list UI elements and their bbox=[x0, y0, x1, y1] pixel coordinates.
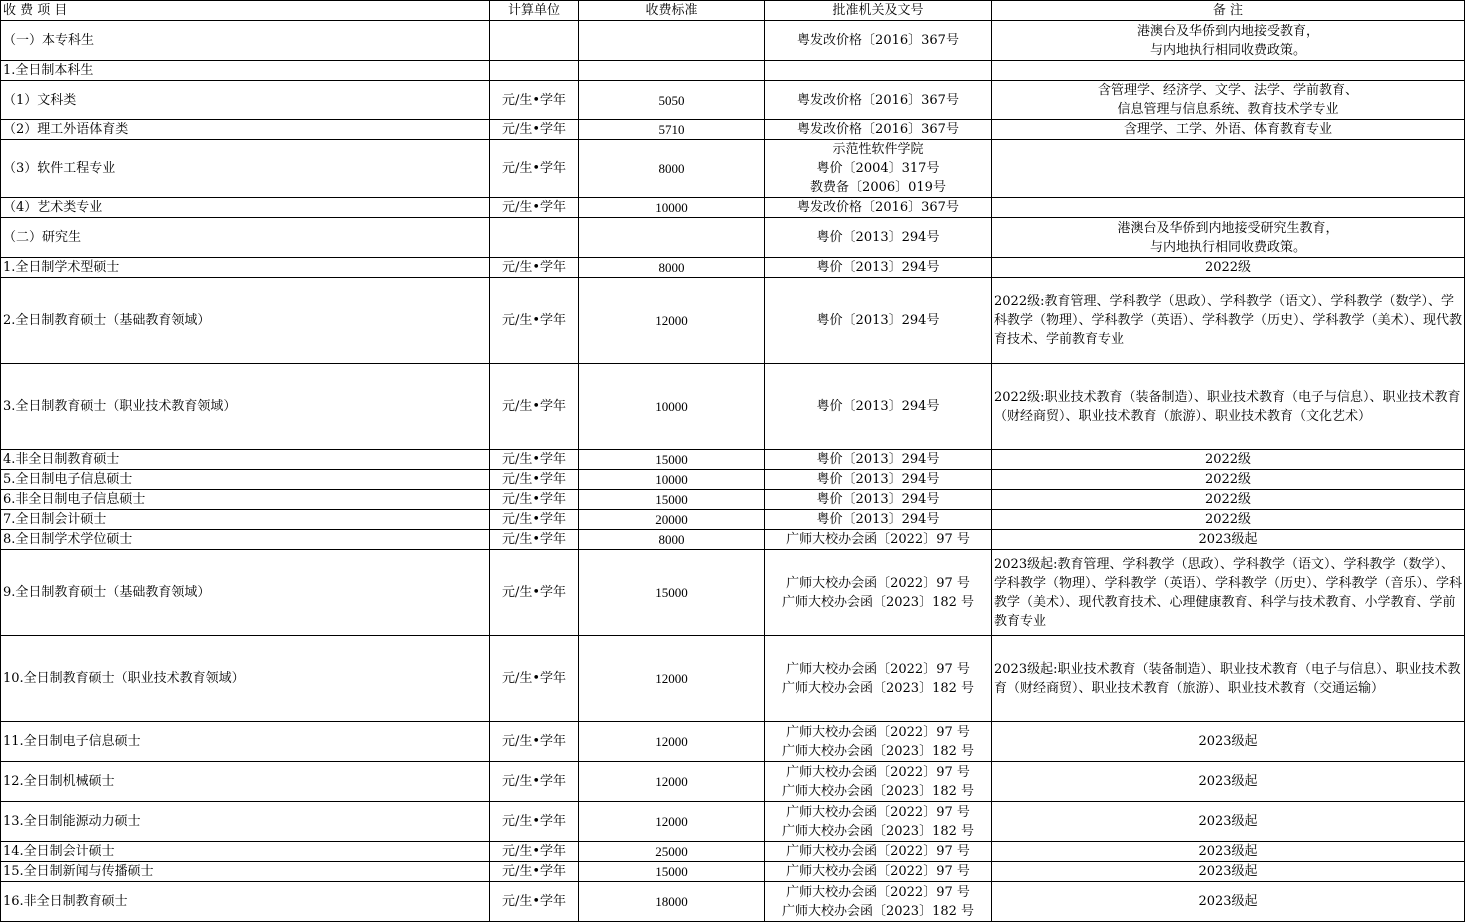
unit-cell: 元/生•学年 bbox=[490, 550, 579, 636]
approval-cell: 示范性软件学院 粤价〔2004〕317号 教费备〔2006〕019号 bbox=[765, 140, 992, 198]
fee-cell: 12000 bbox=[579, 762, 765, 802]
item-cell: （二）研究生 bbox=[1, 218, 490, 258]
col-header-item: 收 费 项 目 bbox=[1, 1, 490, 21]
note-cell: 含理学、工学、外语、体育教育专业 bbox=[992, 120, 1465, 140]
approval-cell: 粤发改价格〔2016〕367号 bbox=[765, 198, 992, 218]
item-cell: （2）理工外语体育类 bbox=[1, 120, 490, 140]
item-cell: 15.全日制新闻与传播硕士 bbox=[1, 862, 490, 882]
table-row bbox=[1, 722, 1465, 762]
unit-cell: 元/生•学年 bbox=[490, 762, 579, 802]
item-cell: 4.非全日制教育硕士 bbox=[1, 450, 490, 470]
fee-cell: 15000 bbox=[579, 490, 765, 510]
table-row bbox=[1, 550, 1465, 636]
approval-cell: 广师大校办会函〔2022〕97 号 广师大校办会函〔2023〕182 号 bbox=[765, 762, 992, 802]
fee-cell: 15000 bbox=[579, 550, 765, 636]
unit-cell bbox=[490, 21, 579, 61]
note-cell: 港澳台及华侨到内地接受研究生教育， 与内地执行相同收费政策。 bbox=[992, 218, 1465, 258]
approval-cell: 粤价〔2013〕294号 bbox=[765, 470, 992, 490]
unit-cell: 元/生•学年 bbox=[490, 510, 579, 530]
fee-cell: 12000 bbox=[579, 722, 765, 762]
item-cell: 13.全日制能源动力硕士 bbox=[1, 802, 490, 842]
table-row bbox=[1, 842, 1465, 862]
item-cell: 11.全日制电子信息硕士 bbox=[1, 722, 490, 762]
fee-cell: 15000 bbox=[579, 862, 765, 882]
note-cell: 2022级 bbox=[992, 510, 1465, 530]
unit-cell: 元/生•学年 bbox=[490, 450, 579, 470]
unit-cell: 元/生•学年 bbox=[490, 636, 579, 722]
table-row bbox=[1, 258, 1465, 278]
note-cell: 2023级起 bbox=[992, 802, 1465, 842]
note-cell: 2023级起:教育管理、学科教学（思政）、学科教学（语文）、学科教学（数学）、学科教学（物理）、学科教学（英语）、学科教学（历史）、学科教学（音乐）、学科教学（美术）、现代教育技术、心理健康教育、科学与技术教育、小学教育、学前教育专业 bbox=[992, 550, 1465, 636]
table-row bbox=[1, 450, 1465, 470]
item-cell: 12.全日制机械硕士 bbox=[1, 762, 490, 802]
approval-cell: 粤价〔2013〕294号 bbox=[765, 450, 992, 470]
unit-cell: 元/生•学年 bbox=[490, 802, 579, 842]
note-cell bbox=[992, 140, 1465, 198]
item-cell: 8.全日制学术学位硕士 bbox=[1, 530, 490, 550]
item-cell: 1.全日制学术型硕士 bbox=[1, 258, 490, 278]
fee-cell: 8000 bbox=[579, 530, 765, 550]
approval-cell: 粤发改价格〔2016〕367号 bbox=[765, 21, 992, 61]
unit-cell: 元/生•学年 bbox=[490, 470, 579, 490]
fee-cell: 15000 bbox=[579, 450, 765, 470]
note-cell: 2023级起 bbox=[992, 842, 1465, 862]
header-row bbox=[1, 1, 1465, 21]
table-row bbox=[1, 364, 1465, 450]
fee-cell: 12000 bbox=[579, 636, 765, 722]
item-cell: 14.全日制会计硕士 bbox=[1, 842, 490, 862]
approval-cell: 广师大校办会函〔2022〕97 号 bbox=[765, 842, 992, 862]
fee-cell bbox=[579, 21, 765, 61]
col-header-note: 备 注 bbox=[992, 1, 1465, 21]
fee-cell: 5050 bbox=[579, 81, 765, 120]
approval-cell: 粤价〔2013〕294号 bbox=[765, 278, 992, 364]
item-cell: 16.非全日制教育硕士 bbox=[1, 882, 490, 922]
unit-cell: 元/生•学年 bbox=[490, 530, 579, 550]
table-row bbox=[1, 198, 1465, 218]
fee-cell: 5710 bbox=[579, 120, 765, 140]
table-row bbox=[1, 802, 1465, 842]
fee-cell: 18000 bbox=[579, 882, 765, 922]
col-header-unit: 计算单位 bbox=[490, 1, 579, 21]
note-cell: 2022级 bbox=[992, 258, 1465, 278]
fee-cell: 25000 bbox=[579, 842, 765, 862]
approval-cell: 广师大校办会函〔2022〕97 号 广师大校办会函〔2023〕182 号 bbox=[765, 550, 992, 636]
approval-cell: 粤发改价格〔2016〕367号 bbox=[765, 81, 992, 120]
unit-cell: 元/生•学年 bbox=[490, 842, 579, 862]
approval-cell bbox=[765, 61, 992, 81]
unit-cell: 元/生•学年 bbox=[490, 364, 579, 450]
note-cell: 2022级 bbox=[992, 490, 1465, 510]
table-row bbox=[1, 278, 1465, 364]
approval-cell: 粤价〔2013〕294号 bbox=[765, 510, 992, 530]
item-cell: 1.全日制本科生 bbox=[1, 61, 490, 81]
note-cell: 2022级 bbox=[992, 450, 1465, 470]
fee-cell: 10000 bbox=[579, 470, 765, 490]
approval-cell: 广师大校办会函〔2022〕97 号 bbox=[765, 530, 992, 550]
note-cell: 含管理学、经济学、文学、法学、学前教育、 信息管理与信息系统、教育技术学专业 bbox=[992, 81, 1465, 120]
table-row bbox=[1, 81, 1465, 120]
note-cell: 2022级 bbox=[992, 470, 1465, 490]
approval-cell: 广师大校办会函〔2022〕97 号 广师大校办会函〔2023〕182 号 bbox=[765, 722, 992, 762]
table-row bbox=[1, 510, 1465, 530]
approval-cell: 粤价〔2013〕294号 bbox=[765, 258, 992, 278]
table-row bbox=[1, 530, 1465, 550]
unit-cell: 元/生•学年 bbox=[490, 258, 579, 278]
fee-cell: 12000 bbox=[579, 802, 765, 842]
unit-cell: 元/生•学年 bbox=[490, 198, 579, 218]
note-cell: 2023级起 bbox=[992, 530, 1465, 550]
unit-cell bbox=[490, 218, 579, 258]
note-cell: 2023级起 bbox=[992, 882, 1465, 922]
fee-cell: 8000 bbox=[579, 140, 765, 198]
item-cell: 3.全日制教育硕士（职业技术教育领域） bbox=[1, 364, 490, 450]
note-cell: 2023级起 bbox=[992, 722, 1465, 762]
unit-cell: 元/生•学年 bbox=[490, 882, 579, 922]
note-cell: 2023级起:职业技术教育（装备制造）、职业技术教育（电子与信息）、职业技术教育（财经商贸）、职业技术教育（旅游）、职业技术教育（交通运输） bbox=[992, 636, 1465, 722]
item-cell: （4）艺术类专业 bbox=[1, 198, 490, 218]
table-row bbox=[1, 762, 1465, 802]
approval-cell: 粤发改价格〔2016〕367号 bbox=[765, 120, 992, 140]
fee-cell bbox=[579, 218, 765, 258]
table-row bbox=[1, 140, 1465, 198]
table-row bbox=[1, 61, 1465, 81]
unit-cell: 元/生•学年 bbox=[490, 278, 579, 364]
table-row bbox=[1, 862, 1465, 882]
unit-cell: 元/生•学年 bbox=[490, 862, 579, 882]
item-cell: 9.全日制教育硕士（基础教育领域） bbox=[1, 550, 490, 636]
note-cell: 2023级起 bbox=[992, 862, 1465, 882]
unit-cell: 元/生•学年 bbox=[490, 81, 579, 120]
note-cell: 2023级起 bbox=[992, 762, 1465, 802]
fee-table-body bbox=[1, 1, 1465, 922]
fee-cell bbox=[579, 61, 765, 81]
approval-cell: 粤价〔2013〕294号 bbox=[765, 490, 992, 510]
item-cell: （一）本专科生 bbox=[1, 21, 490, 61]
table-row bbox=[1, 21, 1465, 61]
fee-cell: 20000 bbox=[579, 510, 765, 530]
unit-cell: 元/生•学年 bbox=[490, 490, 579, 510]
approval-cell: 广师大校办会函〔2022〕97 号 广师大校办会函〔2023〕182 号 bbox=[765, 802, 992, 842]
item-cell: 2.全日制教育硕士（基础教育领域） bbox=[1, 278, 490, 364]
note-cell bbox=[992, 198, 1465, 218]
note-cell: 2022级:教育管理、学科教学（思政）、学科教学（语文）、学科教学（数学）、学科教学（物理）、学科教学（英语）、学科教学（历史）、学科教学（美术）、现代教育技术、学前教育专业 bbox=[992, 278, 1465, 364]
fee-cell: 8000 bbox=[579, 258, 765, 278]
item-cell: （1）文科类 bbox=[1, 81, 490, 120]
unit-cell: 元/生•学年 bbox=[490, 722, 579, 762]
item-cell: 10.全日制教育硕士（职业技术教育领域） bbox=[1, 636, 490, 722]
item-cell: 6.非全日制电子信息硕士 bbox=[1, 490, 490, 510]
table-row bbox=[1, 470, 1465, 490]
approval-cell: 广师大校办会函〔2022〕97 号 广师大校办会函〔2023〕182 号 bbox=[765, 636, 992, 722]
table-row bbox=[1, 218, 1465, 258]
approval-cell: 粤价〔2013〕294号 bbox=[765, 218, 992, 258]
col-header-fee: 收费标准 bbox=[579, 1, 765, 21]
col-header-approval: 批准机关及文号 bbox=[765, 1, 992, 21]
unit-cell bbox=[490, 61, 579, 81]
item-cell: 7.全日制会计硕士 bbox=[1, 510, 490, 530]
approval-cell: 广师大校办会函〔2022〕97 号 广师大校办会函〔2023〕182 号 bbox=[765, 882, 992, 922]
fee-cell: 12000 bbox=[579, 278, 765, 364]
fee-cell: 10000 bbox=[579, 198, 765, 218]
approval-cell: 粤价〔2013〕294号 bbox=[765, 364, 992, 450]
table-row bbox=[1, 490, 1465, 510]
note-cell bbox=[992, 61, 1465, 81]
note-cell: 港澳台及华侨到内地接受教育， 与内地执行相同收费政策。 bbox=[992, 21, 1465, 61]
unit-cell: 元/生•学年 bbox=[490, 140, 579, 198]
note-cell: 2022级:职业技术教育（装备制造）、职业技术教育（电子与信息）、职业技术教育（财经商贸）、职业技术教育（旅游）、职业技术教育（文化艺术） bbox=[992, 364, 1465, 450]
table-row bbox=[1, 636, 1465, 722]
fee-cell: 10000 bbox=[579, 364, 765, 450]
item-cell: 5.全日制电子信息硕士 bbox=[1, 470, 490, 490]
approval-cell: 广师大校办会函〔2022〕97 号 bbox=[765, 862, 992, 882]
table-row bbox=[1, 120, 1465, 140]
item-cell: （3）软件工程专业 bbox=[1, 140, 490, 198]
unit-cell: 元/生•学年 bbox=[490, 120, 579, 140]
